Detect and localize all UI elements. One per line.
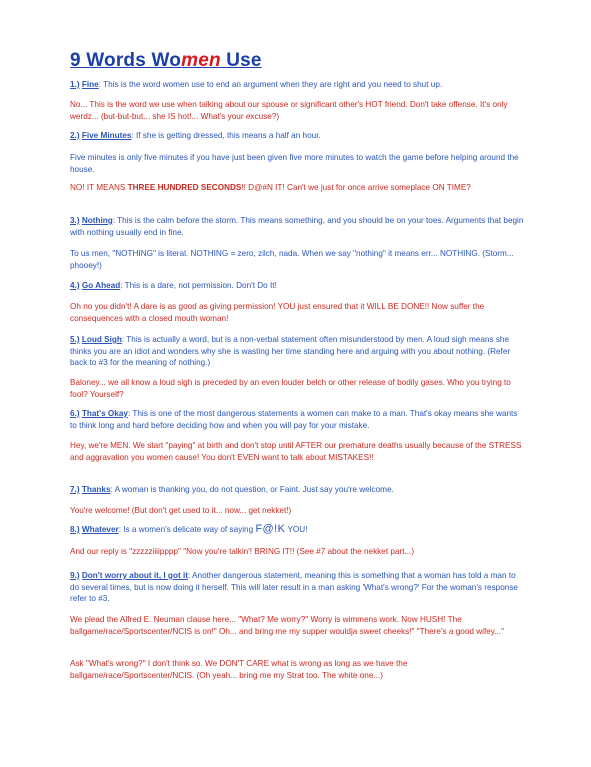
item-2-definition	[70, 130, 525, 142]
item-8-text-c: YOU!	[285, 525, 308, 534]
item-9-reply: We plead the Alfred E. Neuman clause here... "What? Me worry?" Worry is wimmens work. Now HUSH! The ballgame/race/Sportscenter/NCIS is on!" Oh... and bring me my supper wouldja sweet cheeks!" "There's a good wifey..."	[70, 615, 504, 636]
item-6-number: 6.)	[70, 409, 80, 418]
item-8-number: 8.)	[70, 525, 80, 534]
item-4-number: 4.)	[70, 281, 80, 290]
item-1-reply: No... This is the word we use when talking about our spouse or significant other's HOT friend. Don't take offense. It's only werdz... (but-but-but... she IS hot!... What's your excuse?)	[70, 100, 508, 121]
item-2-reply: Five minutes is only five minutes if you have just been given five more minutes to watch the game before helping around the house.	[70, 153, 519, 174]
item-3-number: 3.)	[70, 216, 80, 225]
item-9-definition	[70, 570, 525, 605]
item-6-definition	[70, 408, 525, 431]
item-7-definition	[70, 484, 525, 496]
item-2-reply-2c: !! D@#N IT! Can't we just for once arrive someplace ON TIME?	[241, 183, 471, 192]
item-4-reply: Oh no you didn't! A dare is as good as giving permission! YOU just ensured that it WILL BE DONE!! Now suffer the consequences with a closed mouth woman!	[70, 302, 485, 323]
item-8-text-a: : Is a women's delicate way of saying	[118, 525, 256, 534]
item-9-reply-2: Ask "What's wrong?" I don't think so. We DON'T CARE what is wrong as long as we have the ballgame/race/Sportscenter/NCIS. (Oh yeah... bring me my Strat too. The white one...)	[70, 659, 408, 680]
item-1-definition	[70, 79, 525, 91]
item-7-number: 7.)	[70, 485, 80, 494]
item-2-number: 2.)	[70, 131, 80, 140]
item-8-reply: And our reply is "zzzzziiiipppp" "Now you're talkin'! BRING IT!! (See #7 about the nekket part...)	[70, 547, 415, 556]
title-part-1: 9 Words Wo	[70, 50, 182, 71]
item-5-word: Loud Sigh	[81, 335, 122, 344]
item-6-word: That's Okay	[81, 409, 128, 418]
page-title	[70, 50, 262, 72]
item-5-definition	[70, 334, 525, 369]
item-3-text: : This is the calm before the storm. This means something, and you should be on your toes. Arguments that begin with nothing usually end in fine.	[70, 216, 524, 237]
title-part-3: Use	[220, 50, 262, 71]
item-2-reply-2a: NO! IT MEANS	[70, 183, 128, 192]
item-1-number: 1.)	[70, 80, 80, 89]
item-9-text: : Another dangerous statement, meaning this is something that a woman has told a man to do several times, but is now doing it herself. This will later result in a man asking 'What's wrong?' For the woman's response refer to #3.	[70, 571, 518, 604]
item-6-text: : This is one of the most dangerous statements a women can make to a man. That's okay means she wants to think long and hard before deciding how and when you will pay for your mistake.	[70, 409, 518, 430]
item-4-definition	[70, 280, 525, 292]
item-4-word: Go Ahead	[81, 281, 121, 290]
item-8-word: Whatever	[81, 525, 119, 534]
item-7-reply: You're welcome! (But don't get used to it... now... get nekket!)	[70, 506, 292, 515]
item-3-reply: To us men, "NOTHING" is literal. NOTHING = zero, zilch, nada. When we say "nothing" it means err... NOTHING. (Storm... phooey!)	[70, 249, 514, 270]
item-6-reply: Hey, we're MEN. We start "paying" at birth and don't stop until AFTER our premature deaths usually because of the STRESS and aggravation you women cause! You don't EVEN want to talk about MISTAKES!!	[70, 441, 522, 462]
item-2-reply-2	[70, 182, 525, 194]
item-8-definition	[70, 524, 525, 536]
item-8-text-b: F@!K	[255, 523, 286, 535]
item-7-text: : A woman is thanking you, do not question, or Faint. Just say you're welcome.	[110, 485, 394, 494]
item-5-number: 5.)	[70, 335, 80, 344]
item-5-reply: Baloney... we all know a loud sigh is preceded by an even louder belch or other release of bodily gases. Who you trying to fool? Yourself?	[70, 378, 511, 399]
item-1-word: Fine	[81, 80, 99, 89]
item-2-reply-2b: THREE HUNDRED SECONDS	[127, 183, 242, 192]
item-5-text: : This is actually a word, but is a non-verbal statement often misunderstood by men. A loud sigh means she thinks you are an idiot and wonders why she is wasting her time standing here and arguing with you about nothing. (Refer back to #3 for the meaning of nothing.)	[70, 335, 511, 368]
item-4-text: : This is a dare, not permission. Don't Do It!	[120, 281, 277, 290]
item-7-word: Thanks	[81, 485, 111, 494]
item-3-definition	[70, 215, 525, 238]
item-9-number: 9.)	[70, 571, 80, 580]
item-1-text: : This is the word women use to end an argument when they are right and you need to shut up.	[98, 80, 443, 89]
title-part-2-emphasis: men	[181, 50, 221, 71]
item-9-word: Don't worry about it, I got it	[81, 571, 188, 580]
item-3-word: Nothing	[81, 216, 113, 225]
item-2-word: Five Minutes	[81, 131, 132, 140]
item-2-text: : If she is getting dressed, this means a half an hour.	[131, 131, 321, 140]
